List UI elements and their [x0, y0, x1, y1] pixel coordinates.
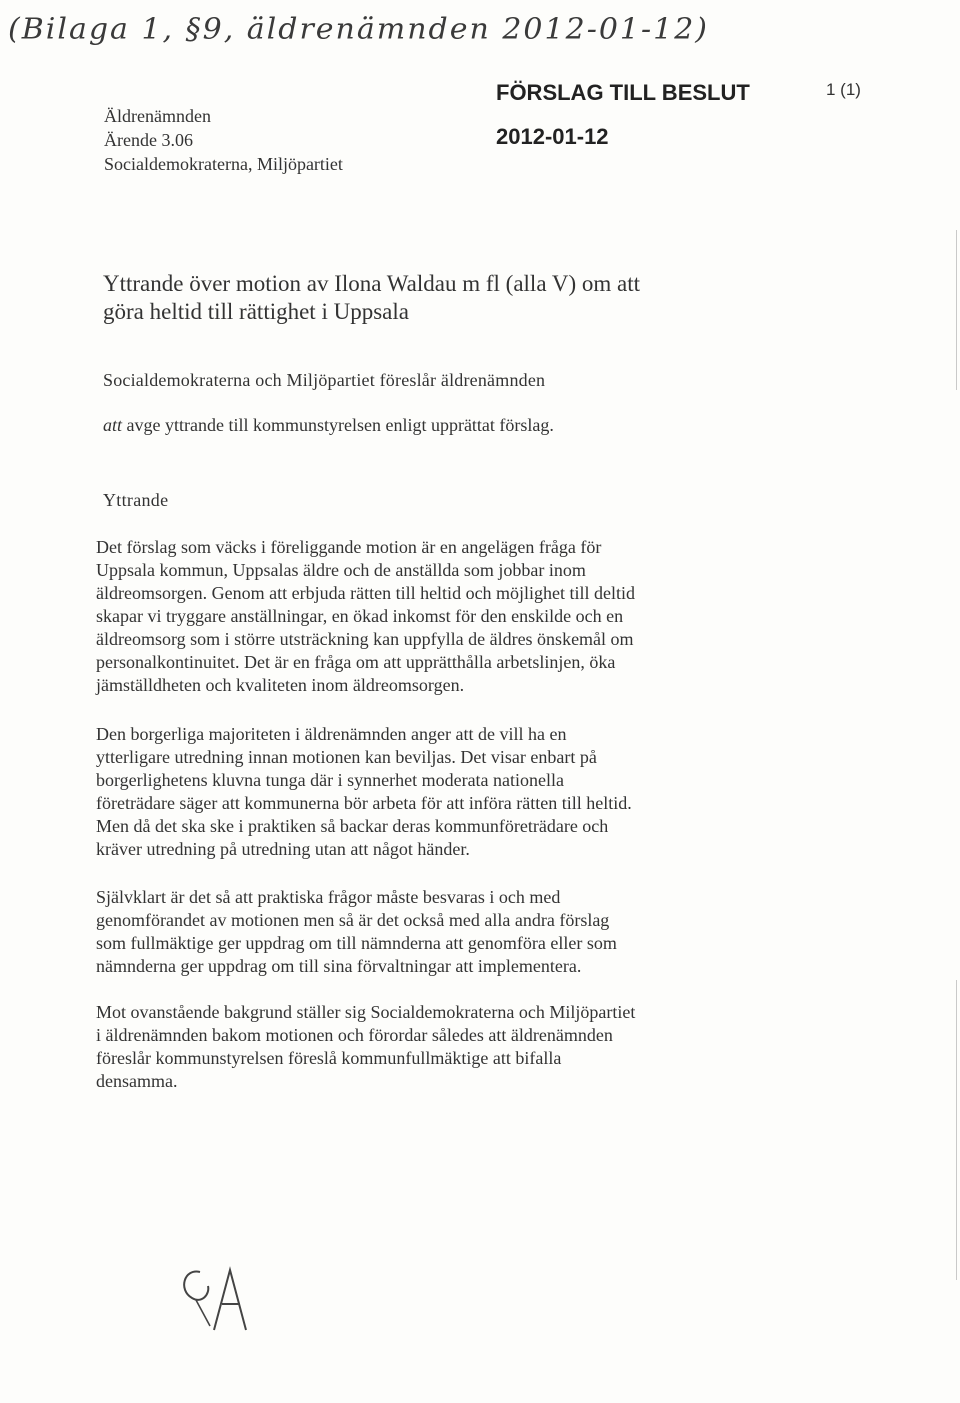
- paragraph-line: Uppsala kommun, Uppsalas äldre och de anställda som jobbar inom: [96, 560, 586, 580]
- paragraph-line: företrädare säger att kommunerna bör arbeta för att införa rätten till heltid.: [96, 793, 632, 813]
- signature-initials: [170, 1260, 270, 1340]
- title-line: Yttrande över motion av Ilona Waldau m fl (alla V) om att: [103, 271, 641, 296]
- paragraph-line: Självklart är det så att praktiska frågor måste besvaras i och med: [96, 887, 561, 907]
- document-date: 2012-01-12: [496, 124, 609, 149]
- document-type: FÖRSLAG TILL BESLUT: [496, 80, 750, 105]
- proposal-text: [103, 415, 554, 436]
- document-title: [103, 270, 743, 326]
- paragraph-line: jämställdheten och kvaliteten inom äldreomsorgen.: [96, 675, 465, 695]
- paragraph-line: ytterligare utredning innan motionen kan beviljas. Det visar enbart på: [96, 747, 597, 767]
- paragraph: [96, 1001, 716, 1093]
- paragraph: [96, 723, 716, 861]
- proposal-body: avge yttrande till kommunstyrelsen enligt upprättat förslag.: [122, 415, 554, 435]
- paragraph: [96, 536, 716, 697]
- sender-line: Äldrenämnden: [104, 106, 211, 126]
- sender-line: Ärende 3.06: [104, 130, 193, 150]
- paragraph-line: borgerlighetens kluvna tunga där i synnerhet moderata nationella: [96, 770, 565, 790]
- paragraph-line: Det förslag som väcks i föreliggande motion är en angelägen fråga för: [96, 537, 602, 557]
- section-heading: Yttrande: [103, 490, 169, 510]
- sender-line: Socialdemokraterna, Miljöpartiet: [104, 154, 343, 174]
- scan-edge: [956, 230, 957, 390]
- paragraph-line: densamma.: [96, 1071, 178, 1091]
- paragraph-line: nämnderna ger uppdrag om till sina förvaltningar att implementera.: [96, 956, 582, 976]
- paragraph: [96, 886, 716, 978]
- paragraph-line: kräver utredning på utredning utan att något händer.: [96, 839, 470, 859]
- paragraph-line: Den borgerliga majoriteten i äldrenämnden anger att de vill ha en: [96, 724, 567, 744]
- paragraph-line: äldreomsorg som i större utsträckning kan uppfylla de äldres önskemål om: [96, 629, 634, 649]
- page-number: 1 (1): [826, 80, 861, 99]
- paragraph-line: Men då det ska ske i praktiken så backar deras kommunföreträdare och: [96, 816, 609, 836]
- paragraph-line: föreslår kommunstyrelsen föreslå kommunfullmäktige att bifalla: [96, 1048, 562, 1068]
- proposal-intro: Socialdemokraterna och Miljöpartiet föreslår äldrenämnden: [103, 370, 546, 390]
- proposal-att: att: [103, 415, 123, 435]
- paragraph-line: personalkontinuitet. Det är en fråga om att upprätthålla arbetslinjen, öka: [96, 652, 616, 672]
- handwritten-note: (Bilaga 1, §9, äldrenämnden 2012-01-12): [8, 12, 710, 47]
- paragraph-line: Mot ovanstående bakgrund ställer sig Socialdemokraterna och Miljöpartiet: [96, 1002, 636, 1022]
- title-line: göra heltid till rättighet i Uppsala: [103, 299, 409, 324]
- paragraph-line: som fullmäktige ger uppdrag om till nämnderna att genomföra eller som: [96, 933, 617, 953]
- sender-block: [104, 104, 343, 176]
- paragraph-line: äldreomsorgen. Genom att erbjuda rätten till heltid och möjlighet till deltid: [96, 583, 636, 603]
- paragraph-line: genomförandet av motionen men så är det också med alla andra förslag: [96, 910, 610, 930]
- paragraph-line: skapar vi tryggare anställningar, en ökad inkomst för den enskilde och en: [96, 606, 624, 626]
- scan-edge: [956, 980, 957, 1280]
- paragraph-line: i äldrenämnden bakom motionen och förordar således att äldrenämnden: [96, 1025, 613, 1045]
